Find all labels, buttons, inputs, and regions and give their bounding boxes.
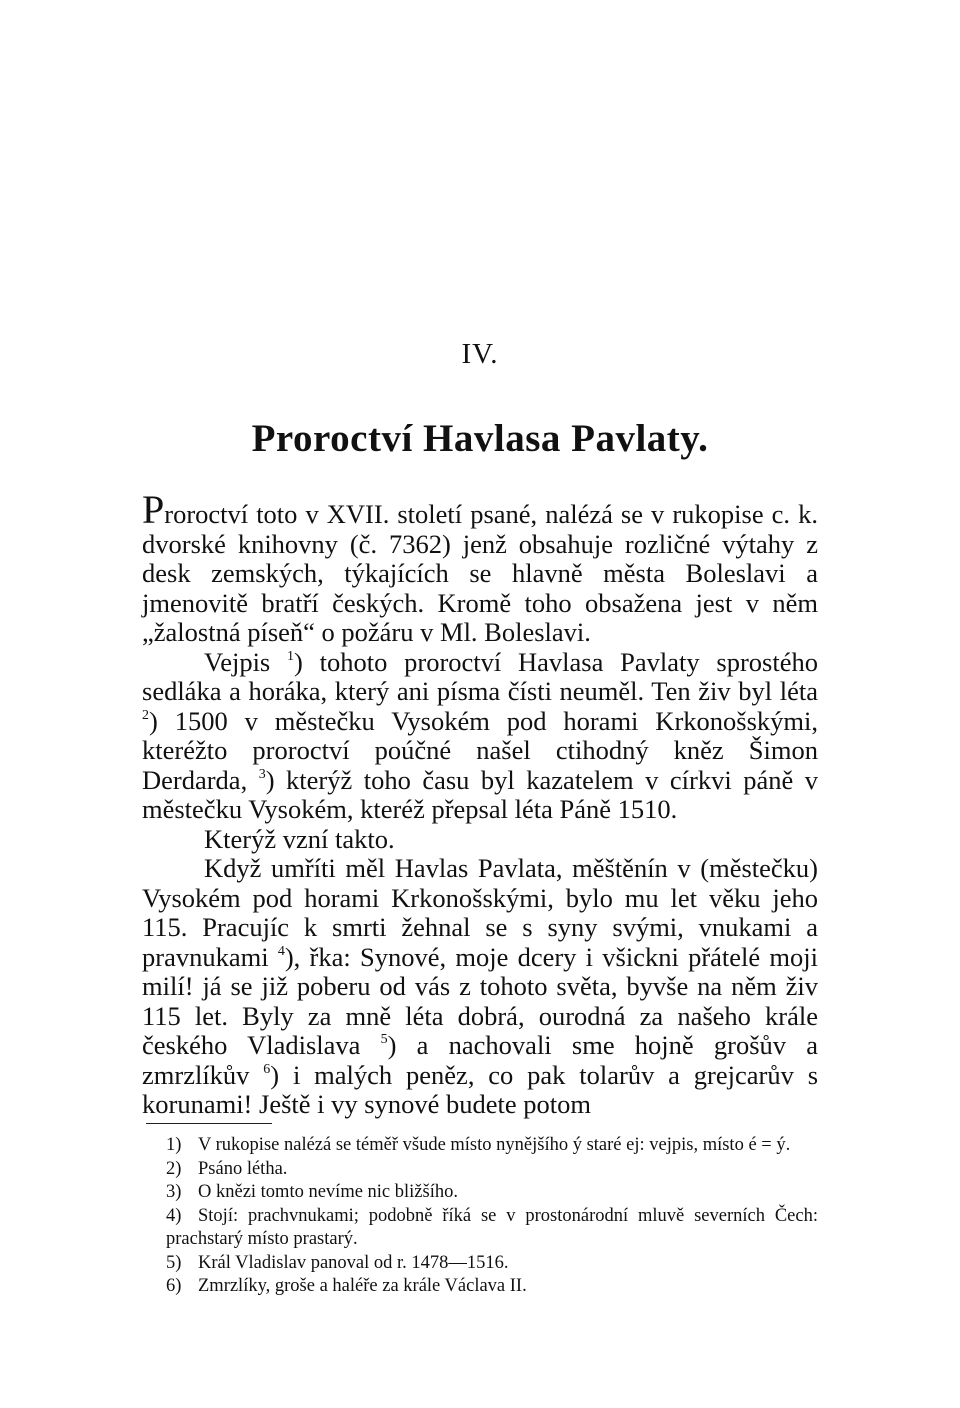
footnote-number: 5) — [166, 1252, 182, 1273]
footnote-ref: 4 — [277, 943, 285, 959]
footnote-text: V rukopise nalézá se téměř všude místo nynějšího ý staré ej: vejpis, místo é = ý. — [198, 1135, 791, 1155]
footnotes — [166, 1134, 818, 1299]
footnote-text: Zmrzlíky, groše a haléře za krále Václava II. — [198, 1276, 527, 1296]
footnote-ref: 1 — [287, 648, 295, 664]
footnote — [166, 1158, 818, 1182]
text-run: ) a nachovali sme hojně grošův a zmrzlíkův — [142, 1030, 819, 1090]
text-run: Vejpis — [204, 646, 288, 677]
paragraph — [142, 487, 818, 648]
paragraph — [142, 854, 818, 1120]
footnote — [166, 1181, 818, 1205]
text-run: ) tohoto proroctví Havlasa Pavlaty sprostého sedláka a horáka, který ani písma čísti neuměl. Ten živ byl léta — [142, 646, 818, 706]
footnote — [166, 1134, 818, 1158]
footnote — [166, 1205, 818, 1252]
footnote-number: 1) — [166, 1135, 182, 1155]
footnote-number: 6) — [166, 1276, 182, 1296]
footnote-divider — [146, 1123, 272, 1124]
footnote-ref: 3 — [258, 766, 266, 782]
footnote-ref: 5 — [380, 1032, 388, 1047]
text-run: Když umříti měl Havlas Pavlata, měštěnín v (městečku) Vysokém pod horami Krkonošskými, bylo mu let věku jeho 115. Pracujíc k smrti žehnal se s syny svými, vnukami a pravnukami — [142, 853, 818, 972]
paragraph: Kterýž vzní takto. — [204, 823, 395, 854]
text-run: ) 1500 v městečku Vysokém pod horami Krkonošskými, kteréžto proroctví poúčné našel ctihodný kněz Šimon Derdarda, — [142, 705, 818, 795]
footnote-text: O knězi tomto nevíme nic bližšího. — [198, 1182, 458, 1202]
footnote — [166, 1252, 818, 1276]
chapter-number: IV. — [461, 338, 499, 370]
footnote-text: Stojí: prachvnukami; podobně říká se v prostonárodní mluvě severních Čech: prachstarý místo prastarý. — [166, 1205, 818, 1249]
paragraph-text: roroctví toto v XVII. století psané, nalézá se v rukopise c. k. dvorské knihovny (č. 7362) jenž obsahuje rozličné výtahy z desk zemských, týkajících se hlavně města Boleslavi a jmenovitě bratří českých. Kromě toho obsažena jest v něm „žalostná píseň“ o požáru v Ml. Boleslavi. — [142, 499, 818, 647]
footnote — [166, 1275, 818, 1299]
text-run: ) i malých peněz, co pak tolarův a grejcarův s korunami! Ještě i vy synové budete potom — [142, 1059, 819, 1119]
drop-cap: P — [142, 487, 165, 532]
footnote-number: 2) — [166, 1158, 182, 1179]
footnote-ref: 6 — [263, 1061, 271, 1077]
footnote-number: 3) — [166, 1182, 182, 1202]
footnote-number: 4) — [166, 1205, 182, 1226]
footnote-text: Psáno létha. — [198, 1158, 288, 1179]
footnote-text: Král Vladislav panoval od r. 1478—1516. — [198, 1252, 509, 1273]
footnote-ref: 2 — [142, 707, 149, 723]
body-text — [142, 487, 819, 1120]
text-run: ) kterýž toho času byl kazatelem v církvi páně v městečku Vysokém, kteréž přepsal léta Páně 1510. — [142, 764, 818, 824]
chapter-title: Proroctví Havlasa Pavlaty. — [251, 417, 709, 460]
text-run: ), řka: Synové, moje dcery i všickni přátelé moji milí! já se již poberu od vás z tohoto světa, byvše na něm živ 115 let. Byly za mně léta dobrá, ourodná za našeho krále českého Vladislava — [142, 941, 818, 1060]
paragraph — [142, 648, 818, 825]
